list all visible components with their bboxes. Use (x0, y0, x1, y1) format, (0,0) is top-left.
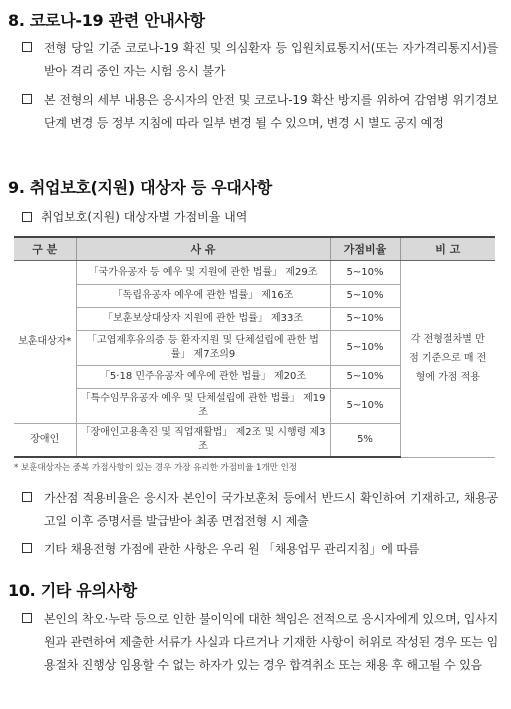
section-9-item-2 (22, 538, 498, 561)
reason-cell: 「5·18 민주유공자 예우에 관한 법률」 제20조 (76, 366, 330, 389)
header-rate: 가점비율 (330, 237, 400, 261)
header-category: 구 분 (14, 237, 76, 261)
header-remark: 비 고 (400, 237, 495, 261)
square-bullet-icon (22, 492, 32, 502)
reason-cell: 「장애인고용촉진 및 직업재활법」 제2조 및 시행령 제3조 (76, 424, 330, 458)
item-text: 가산점 적용비율은 응시자 본인이 국가보훈처 등에서 반드시 확인하여 기재하고, 채용공고일 이후 증명서를 발급받아 최종 면접전형 시 제출 (44, 491, 498, 528)
table-row (14, 261, 495, 285)
remark-cell: 각 전형절차별 만점 기준으로 매 전형에 가점 적용 (400, 261, 495, 458)
item-text: 기타 채용전형 가점에 관한 사항은 우리 원 「채용업무 관리지침」에 따름 (44, 542, 420, 556)
item-text: 전형 당일 기준 코로나-19 확진 및 의심환자 등 입원치료통지서(또는 자가격리통지서)를 받아 격리 중인 자는 시험 응시 불가 (44, 41, 498, 78)
reason-cell: 「고엽제후유의증 등 환자지원 및 단체설립에 관한 법률」 제7조의9 (76, 331, 330, 366)
reason-cell: 「특수임무유공자 예우 및 단체설립에 관한 법률」 제19조 (76, 389, 330, 424)
section-9-title: 9. 취업보호(지원) 대상자 등 우대사항 (8, 178, 272, 197)
reason-cell: 「국가유공자 등 예우 및 지원에 관한 법률」 제29조 (76, 261, 330, 285)
table-footnote: * 보훈대상자는 중복 가점사항이 있는 경우 가장 유리한 가점비율 1개만 인정 (14, 463, 298, 473)
square-bullet-icon (22, 94, 32, 104)
square-bullet-icon (22, 543, 32, 553)
rate-cell: 5~10% (330, 366, 400, 389)
section-10-title: 10. 기타 유의사항 (8, 581, 137, 600)
item-text: 본인의 착오·누락 등으로 인한 불이익에 대한 책임은 전적으로 응시자에게 있으며, 입사지원과 관련하여 제출한 서류가 사실과 다르거나 기재한 사항이 허위로 작성된 경우 또는 임용절차 진행상 임용할 수 없는 하자가 있는 경우 합격취소 또는 채용 후 해고될 수 있음 (44, 612, 498, 672)
rate-cell: 5% (330, 424, 400, 458)
rate-cell: 5~10% (330, 389, 400, 424)
section-10-item-1 (22, 608, 498, 677)
rate-cell: 5~10% (330, 331, 400, 366)
square-bullet-icon (22, 212, 32, 222)
section-8-item-2 (22, 89, 498, 135)
square-bullet-icon (22, 613, 32, 623)
benefit-table (14, 236, 495, 458)
section-8-title: 8. 코로나-19 관련 안내사항 (8, 11, 205, 30)
benefit-table-caption (22, 208, 247, 226)
section-9-item-1 (22, 487, 498, 533)
rate-cell: 5~10% (330, 285, 400, 308)
section-8-item-1 (22, 37, 498, 83)
category-disabled: 장애인 (14, 424, 76, 458)
item-text: 본 전형의 세부 내용은 응시자의 안전 및 코로나-19 확산 방지를 위하여 감염병 위기경보 단계 변경 등 정부 지침에 따라 일부 변경 될 수 있으며, 변경 시 별도 공지 예정 (44, 93, 498, 130)
table-header-row (14, 237, 495, 261)
rate-cell: 5~10% (330, 261, 400, 285)
square-bullet-icon (22, 42, 32, 52)
reason-cell: 「독립유공자 예우에 관한 법률」 제16조 (76, 285, 330, 308)
rate-cell: 5~10% (330, 308, 400, 331)
caption-text: 취업보호(지원) 대상자별 가점비율 내역 (41, 210, 248, 224)
category-veterans: 보훈대상자* (14, 261, 76, 424)
reason-cell: 「보훈보상대상자 지원에 관한 법률」 제33조 (76, 308, 330, 331)
header-reason: 사 유 (76, 237, 330, 261)
